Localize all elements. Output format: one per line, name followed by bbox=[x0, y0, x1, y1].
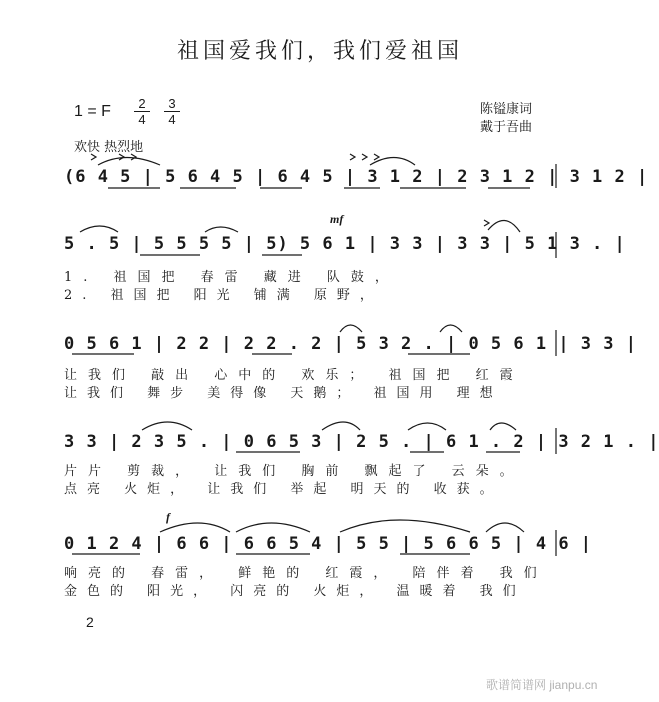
page-number: 2 bbox=[86, 614, 94, 630]
slur bbox=[322, 422, 360, 430]
slur bbox=[142, 422, 192, 430]
slur bbox=[80, 226, 118, 232]
dynamic-mf: mf bbox=[330, 212, 344, 226]
slur bbox=[408, 423, 446, 430]
tempo-marking: 欢快 热烈地 bbox=[74, 140, 144, 155]
notation-row-4: 3 3 | 2 3 5 . | 0 6 5 3 | 2 5 . | 6 1 . 2 | 3 2 1 . | bbox=[64, 432, 659, 452]
lyric-row-3-verse-2: 让我们 舞步 美得像 天鹅； 祖国用 理想 bbox=[64, 386, 503, 401]
page-title: 祖国爱我们，我们爱祖国 bbox=[176, 39, 463, 64]
slur bbox=[490, 423, 516, 430]
accent-mark bbox=[484, 220, 489, 226]
slur bbox=[205, 227, 238, 232]
key-signature: 1 = F bbox=[74, 103, 111, 120]
slur bbox=[440, 325, 462, 332]
lyric-row-2-verse-2: 2. 祖国把 阳光 铺满 原野， bbox=[64, 288, 383, 303]
watermark: 歌谱简谱网 jianpu.cn bbox=[486, 678, 598, 692]
notation-row-1: (6 4 5 | 5 6 4 5 | 6 4 5 | 3 1 2 | 2 3 1 2 | 3 1 2 | bbox=[64, 167, 649, 187]
meter-denominator: 4 bbox=[138, 112, 146, 127]
dynamic-f: f bbox=[166, 510, 170, 524]
slur bbox=[486, 523, 524, 532]
meter-numerator: 3 bbox=[164, 96, 180, 112]
meter-numerator: 2 bbox=[134, 96, 150, 112]
meter-denominator: 4 bbox=[168, 112, 176, 127]
accent-marks bbox=[350, 154, 379, 160]
notation-row-2: 5 . 5 | 5 5 5 5 | 5) 5 6 1 | 3 3 | 3 3 | 5 1 3 . | bbox=[64, 234, 626, 254]
lyric-row-2-verse-1: 1. 祖国把 春雷 藏进 队鼓， bbox=[64, 270, 399, 285]
slur bbox=[488, 220, 520, 232]
composer-credit: 戴于吾曲 bbox=[480, 120, 533, 135]
notation-row-3: 0 5 6 1 | 2 2 | 2 2 . 2 | 5 3 2 . | 0 5 6 1 | 3 3 | bbox=[64, 334, 637, 354]
lyric-row-4-verse-2: 点亮 火炬， 让我们 举起 明天的 收获。 bbox=[64, 482, 503, 497]
slur bbox=[340, 520, 470, 532]
slur bbox=[236, 523, 310, 532]
slur bbox=[160, 523, 230, 532]
lyric-row-5-verse-1: 响亮的 春雷， 鲜艳的 红霞， 陪伴着 我们 bbox=[64, 566, 548, 581]
lyric-row-3-verse-1: 让我们 敲出 心中的 欢乐； 祖国把 红霞 bbox=[64, 368, 524, 383]
lyric-row-5-verse-2: 金色的 阳光， 闪亮的 火炬， 温暖着 我们 bbox=[64, 584, 526, 599]
notation-row-5: 0 1 2 4 | 6 6 | 6 6 5 4 | 5 5 | 5 6 6 5 | 4 6 | bbox=[64, 534, 593, 554]
slur bbox=[98, 158, 160, 166]
lyric-row-4-verse-1: 片片 剪裁， 让我们 胸前 飘起了 云朵。 bbox=[64, 464, 524, 479]
lyricist-credit: 陈镒康词 bbox=[480, 102, 533, 117]
slur bbox=[340, 325, 362, 332]
